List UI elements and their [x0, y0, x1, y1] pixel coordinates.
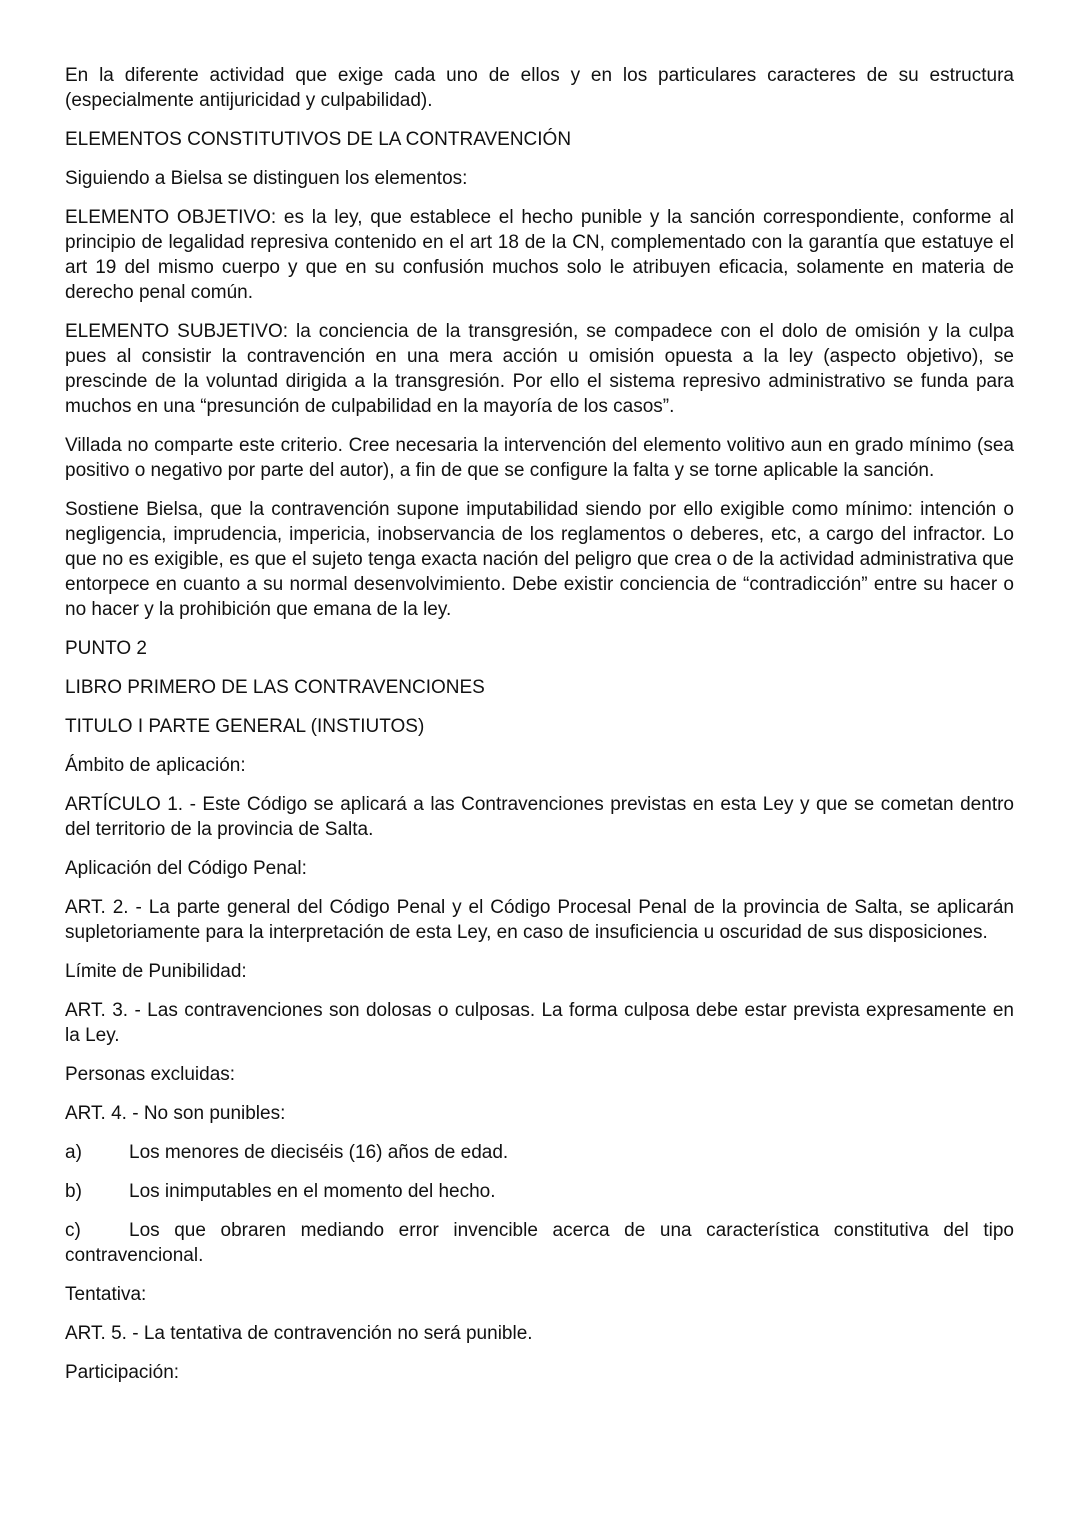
article-text: ART. 3. - Las contravenciones son dolosas o culposas. La forma culposa debe estar prevista expresamente en la Ley.	[65, 1000, 1014, 1046]
article-text: ART. 5. - La tentativa de contravención no será punible.	[65, 1323, 533, 1344]
list-marker: b)	[65, 1181, 82, 1202]
section-heading: LIBRO PRIMERO DE LAS CONTRAVENCIONES	[65, 677, 485, 698]
paragraph: Villada no comparte este criterio. Cree necesaria la intervención del elemento volitivo aun en grado mínimo (sea positivo o negativo por parte del autor), a fin de que se configure la falta y se torne aplicable la sanción.	[65, 435, 1014, 481]
section-heading: TITULO I PARTE GENERAL (INSTIUTOS)	[65, 716, 425, 737]
list-item-text: Los inimputables en el momento del hecho.	[129, 1181, 496, 1202]
article-text: ART. 2. - La parte general del Código Penal y el Código Procesal Penal de la provincia de Salta, se aplicarán supletoriamente para la interpretación de esta Ley, en caso de insuficiencia u oscuridad de sus disposiciones.	[65, 897, 1014, 943]
list-marker: a)	[65, 1142, 82, 1163]
article-text: ARTÍCULO 1. - Este Código se aplicará a las Contravenciones previstas en esta Ley y que se cometan dentro del territorio de la provincia de Salta.	[65, 794, 1014, 840]
article-heading: Tentativa:	[65, 1284, 147, 1305]
list-item	[65, 1179, 1014, 1204]
list-item-text: Los menores de dieciséis (16) años de edad.	[129, 1142, 509, 1163]
list-marker: c)	[65, 1220, 81, 1241]
paragraph: En la diferente actividad que exige cada uno de ellos y en los particulares caracteres de su estructura (especialmente antijuricidad y culpabilidad).	[65, 65, 1014, 111]
paragraph: ELEMENTO SUBJETIVO: la conciencia de la transgresión, se compadece con el dolo de omisión y la culpa pues al consistir la contravención en una mera acción u omisión opuesta a la ley (aspecto objetivo), se prescinde de la voluntad dirigida a la transgresión. Por ello el sistema represivo administrativo se funda para muchos en una “presunción de culpabilidad en la mayoría de los casos”.	[65, 321, 1014, 417]
article-heading: Ámbito de aplicación:	[65, 755, 246, 776]
document-page	[65, 63, 1014, 1399]
paragraph: ELEMENTO OBJETIVO: es la ley, que establece el hecho punible y la sanción correspondiente, conforme al principio de legalidad represiva contenido en el art 18 de la CN, complementado con la garantía que estatuye el art 19 del mismo cuerpo y que en su confusión muchos solo le atribuyen eficacia, solamente en materia de derecho penal común.	[65, 207, 1014, 303]
article-heading: Límite de Punibilidad:	[65, 961, 247, 982]
section-heading: PUNTO 2	[65, 638, 148, 659]
section-heading: ELEMENTOS CONSTITUTIVOS DE LA CONTRAVENCIÓN	[65, 129, 572, 150]
list-item-text: Los que obraren mediando error invencible acerca de una característica constitutiva del tipo contravencional.	[65, 1220, 1014, 1266]
article-heading: Aplicación del Código Penal:	[65, 858, 307, 879]
list-item	[65, 1140, 1014, 1165]
paragraph: Sostiene Bielsa, que la contravención supone imputabilidad siendo por ello exigible como mínimo: intención o negligencia, imprudencia, impericia, inobservancia de los reglamentos o deberes, etc, a cargo del infractor. Lo que no es exigible, es que el sujeto tenga exacta nación del peligro que crea o de la actividad administrativa que entorpece en cuanto a su normal desenvolvimiento. Debe existir conciencia de “contradicción” entre su hacer o no hacer y la prohibición que emana de la ley.	[65, 499, 1014, 620]
paragraph: Siguiendo a Bielsa se distinguen los elementos:	[65, 168, 468, 189]
article-text: ART. 4. - No son punibles:	[65, 1103, 286, 1124]
list-item	[65, 1218, 1014, 1268]
article-heading: Participación:	[65, 1362, 180, 1383]
article-heading: Personas excluidas:	[65, 1064, 236, 1085]
